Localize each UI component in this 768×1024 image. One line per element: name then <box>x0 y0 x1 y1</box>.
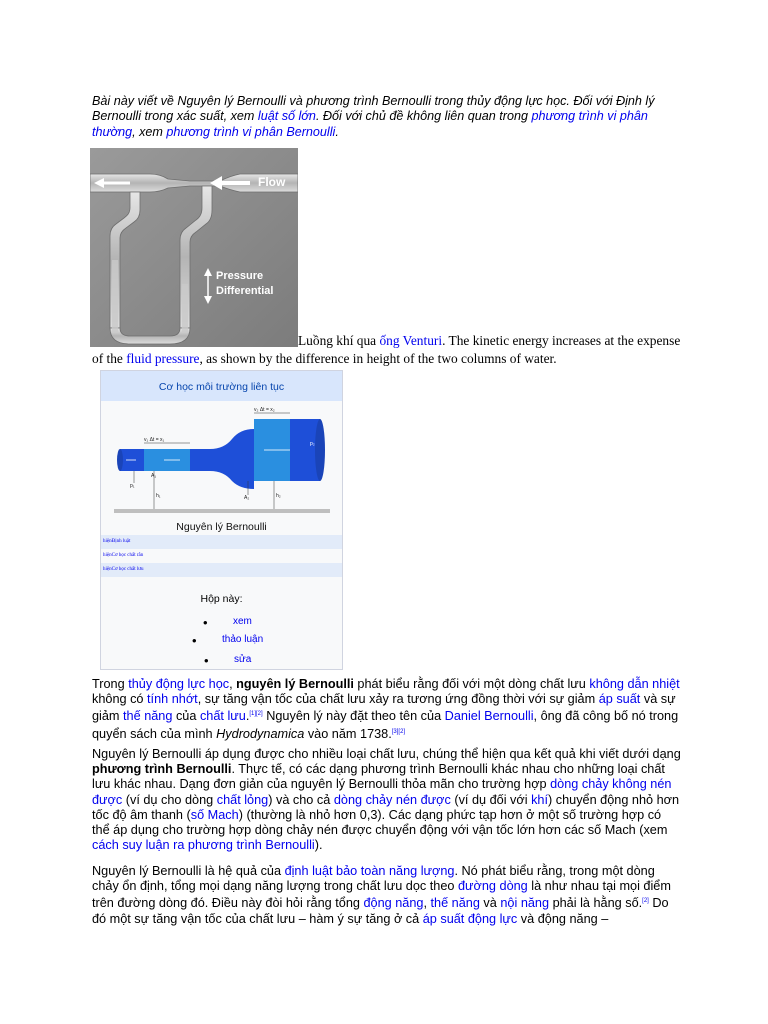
label-h1: h₁ <box>156 493 161 499</box>
label-A2: A₂ <box>244 495 250 501</box>
caption-text: , as shown by the difference in height of the two columns of water. <box>199 351 557 366</box>
link-incompressible-flow[interactable]: dòng chảy không nén được <box>92 777 672 807</box>
citation[interactable]: [3][2] <box>391 728 406 735</box>
text: không có <box>92 692 148 707</box>
flow-label: Flow <box>258 175 286 189</box>
bullet-icon: • <box>204 653 209 668</box>
text: Nguyên lý Bernoulli là hệ quả của <box>92 864 285 878</box>
text: (ví dụ đối với <box>450 792 532 807</box>
text: và động năng – <box>517 911 609 926</box>
text: và sự giảm <box>92 692 676 724</box>
text: và <box>479 896 501 911</box>
text: , <box>423 896 431 911</box>
nav-row-solid-mechanics[interactable] <box>101 549 342 563</box>
link-daniel-bernoulli[interactable]: Daniel Bernoulli <box>444 709 534 724</box>
label-v1: v₁ Δt = x₁ <box>144 437 165 443</box>
text: , ông đã công bố nó trong quyển sách của mình <box>92 709 679 741</box>
link-viscosity[interactable]: tính nhớt <box>147 692 198 707</box>
caption-text: . The kinetic energy increases at the expense of the <box>92 333 681 366</box>
text: ) và cho cả <box>268 792 334 807</box>
image-caption <box>92 332 692 368</box>
list-item <box>203 615 252 630</box>
link-compressible-flow[interactable]: dòng chảy nén được <box>333 792 451 807</box>
text: , <box>229 677 237 691</box>
paragraph-applications <box>92 747 682 853</box>
nav-row-law[interactable] <box>101 535 342 549</box>
link-bernoulli-differential-equation[interactable]: phương trình vi phân Bernoulli <box>166 124 336 139</box>
hatnote-text: Bài này viết về Nguyên lý Bernoulli và phương trình Bernoulli trong thủy động lực học. Đối với Định lý Bernoulli trong xác suất, xem <box>92 94 655 124</box>
link-hydrodynamics[interactable]: thủy động lực học <box>128 677 230 691</box>
italic-title: Hydrodynamica <box>216 726 305 741</box>
label-p2: p₂ <box>310 441 315 447</box>
venturi-tube-photo <box>90 148 298 347</box>
hatnote-text: . Đối với chủ đề không liên quan trong <box>315 109 532 124</box>
differential-label: Differential <box>216 285 274 297</box>
link-dynamic-pressure[interactable]: áp suất động lực <box>422 911 518 926</box>
text: phát biểu rằng đối với một dòng chất lưu <box>353 677 590 691</box>
link-ordinary-differential-equation[interactable]: phương trình vi phân thường <box>92 109 648 139</box>
hatnote-text: , xem <box>132 124 167 139</box>
link-kinetic-energy[interactable]: động năng <box>363 896 424 911</box>
text: Trong <box>92 677 129 691</box>
text: của <box>172 709 200 724</box>
nav-row-label[interactable]: hiệnCơ học chất rắn <box>103 553 144 558</box>
label-h2: h₂ <box>276 493 281 499</box>
citation[interactable]: [1][2] <box>249 711 263 718</box>
link-potential-energy-2[interactable]: thế năng <box>430 896 480 911</box>
link-venturi-tube[interactable]: ống Venturi <box>379 333 443 348</box>
link-pressure[interactable]: áp suất <box>598 692 641 707</box>
hatnote-text: . <box>335 124 339 139</box>
bold-term: nguyên lý Bernoulli <box>236 677 354 691</box>
text: Do đó một sự tăng vận tốc của chất lưu – hàm ý sự tăng ở cả <box>92 896 669 926</box>
link-potential-energy[interactable]: thế năng <box>123 709 173 724</box>
text: ). <box>314 838 323 853</box>
bernoulli-pipe-diagram <box>114 407 330 527</box>
link-view[interactable]: xem <box>233 616 252 627</box>
infobox-title: Cơ học môi trường liên tục <box>101 371 342 401</box>
label-v2: v₂ Δt = x₂ <box>254 407 275 413</box>
link-gas[interactable]: khí <box>531 792 548 807</box>
bullet-icon: • <box>192 633 197 648</box>
caption-text: Luồng khí qua <box>298 333 380 348</box>
link-fluid[interactable]: chất lưu <box>199 709 246 724</box>
link-liquid[interactable]: chất lỏng <box>216 792 269 807</box>
link-edit[interactable]: sửa <box>234 654 252 665</box>
text: ) chuyển động nhỏ hơn tốc độ âm thanh ( <box>92 792 680 822</box>
text: Nguyên lý Bernoulli áp dụng được cho nhiều loại chất lưu, chúng thể hiện qua kết quả khi viết dưới dạng <box>92 747 681 761</box>
link-mach-number[interactable]: số Mach <box>190 807 239 822</box>
text: Nguyên lý này đặt theo tên của <box>262 709 445 724</box>
continuum-mechanics-infobox <box>100 370 343 670</box>
nav-row-label[interactable]: hiệnCơ học chất lưu <box>103 567 144 572</box>
text: vào năm 1738. <box>304 726 392 741</box>
link-discuss[interactable]: thảo luận <box>222 634 264 645</box>
link-conservation-of-energy[interactable]: định luật bảo toàn năng lượng <box>284 864 455 878</box>
hatnote <box>92 94 682 140</box>
bullet-icon: • <box>203 615 208 630</box>
text: . <box>245 709 250 724</box>
text: phải là hằng số. <box>549 896 643 911</box>
list-item <box>204 653 252 668</box>
citation[interactable]: [2] <box>642 898 649 905</box>
pressure-label: Pressure <box>216 270 264 282</box>
text: . Thực tế, có các dạng phương trình Bernoulli khác nhau cho những loại chất lưu khác nhau. Dạng đơn giản của nguyên lý Bernoulli thỏa mãn cho trường hợp <box>92 762 665 792</box>
label-A1: A₁ <box>151 473 157 479</box>
link-law-of-large-numbers[interactable]: luật số lớn <box>257 109 316 124</box>
text: , sự tăng vận tốc của chất lưu xảy ra tương ứng đồng thời với sự giảm <box>197 692 599 707</box>
link-derivation[interactable]: cách suy luận ra phương trình Bernoulli <box>92 838 315 853</box>
infobox-subtitle: Nguyên lý Bernoulli <box>176 521 267 533</box>
nav-row-label[interactable]: hiệnĐịnh luật <box>103 539 131 544</box>
box-label: Hộp này: <box>200 593 243 605</box>
nav-row-fluid-mechanics[interactable] <box>101 563 342 577</box>
text: . Nó phát biểu rằng, trong một dòng chảy ổn định, tổng mọi dạng năng lượng trong chất lưu dọc theo <box>92 864 655 894</box>
list-item <box>192 633 264 648</box>
label-p1: p₁ <box>130 483 135 489</box>
bold-term: phương trình Bernoulli <box>92 762 232 777</box>
paragraph-intro <box>92 677 682 742</box>
link-internal-energy[interactable]: nội năng <box>500 896 550 911</box>
link-fluid-pressure[interactable]: fluid pressure <box>126 351 200 366</box>
paragraph-conservation <box>92 864 682 927</box>
text: là như nhau tại mọi điểm trên đường dòng đó. Điều này đòi hỏi rằng tổng <box>92 879 671 911</box>
text: ) (thường là nhỏ hơn 0,3). Các dạng phức tạp hơn ở một số trường hợp có thể áp dụng cho trường hợp dòng chảy nén được chuyển động với vận tốc lớn hơn các số Mach (xem <box>92 807 668 838</box>
link-streamline[interactable]: đường dòng <box>458 879 528 894</box>
text: (ví dụ cho dòng <box>122 792 217 807</box>
link-non-conductive[interactable]: không dẫn nhiệt <box>589 677 680 691</box>
